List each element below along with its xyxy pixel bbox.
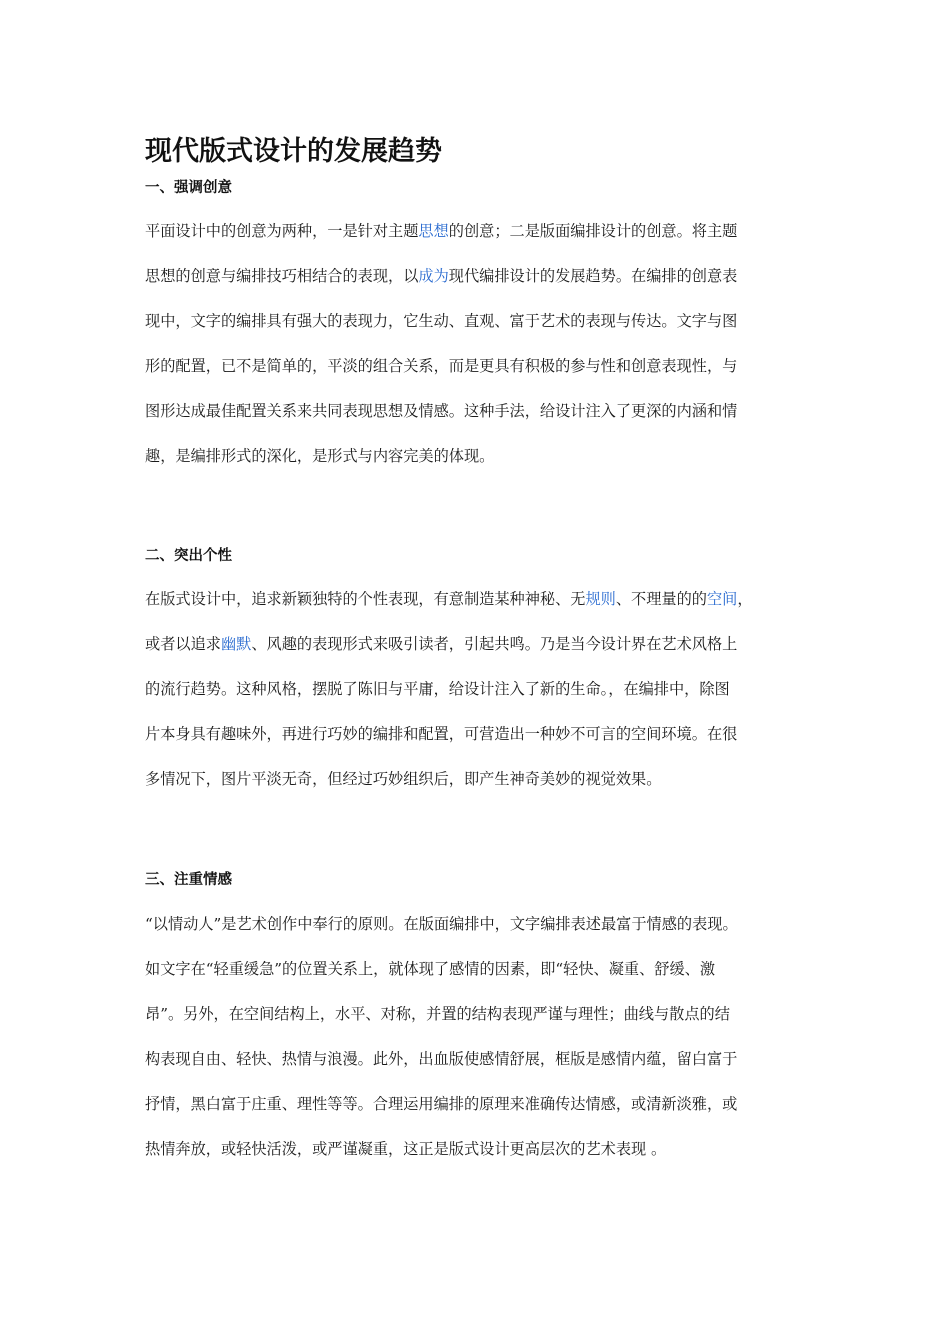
text-line bbox=[145, 633, 753, 678]
text-run: 现代编排设计的发展趋势。在编排的创意表 bbox=[448, 267, 738, 285]
section-heading-individuality: 二、突出个性 bbox=[145, 548, 232, 564]
text-run: 的流行趋势。这种风格，摆脱了陈旧与平庸，给设计注入了新的生命。，在编排中，除图 bbox=[145, 680, 730, 698]
text-run: 在版式设计中，追求新颖独特的个性表现，有意制造某种神秘、无 bbox=[145, 590, 586, 608]
text-line bbox=[145, 768, 753, 813]
inline-link[interactable]: 成为 bbox=[418, 267, 449, 285]
section-heading-emotion: 三、注重情感 bbox=[145, 872, 232, 888]
inline-link[interactable]: 规则 bbox=[585, 590, 616, 608]
text-run: “以情动人”是艺术创作中奉行的原则。在版面编排中，文字编排表述最富于情感的表现。 bbox=[145, 915, 738, 933]
text-run: 思想的创意与编排技巧相结合的表现，以 bbox=[145, 267, 419, 285]
text-run: 的创意；二是版面编排设计的创意。将主题 bbox=[448, 222, 738, 240]
text-run: 抒情，黑白富于庄重、理性等等。合理运用编排的原理来准确传达情感，或清新淡雅，或 bbox=[145, 1095, 738, 1113]
text-line bbox=[145, 678, 753, 723]
section-heading-creativity: 一、强调创意 bbox=[145, 180, 232, 196]
text-run: 形的配置，已不是简单的，平淡的组合关系，而是更具有积极的参与性和创意表现性，与 bbox=[145, 357, 738, 375]
text-line bbox=[145, 913, 738, 958]
text-run: 如文字在“轻重缓急”的位置关系上，就体现了感情的因素，即“轻快、凝重、舒缓、激 bbox=[145, 960, 716, 978]
text-run: 、风趣的表现形式来吸引读者，引起共鸣。乃是当今设计界在艺术风格上 bbox=[251, 635, 738, 653]
inline-link[interactable]: 思想 bbox=[418, 222, 449, 240]
text-run: 片本身具有趣味外，再进行巧妙的编排和配置，可营造出一种妙不可言的空间环境。在很 bbox=[145, 725, 738, 743]
text-line bbox=[145, 1048, 738, 1093]
section-body-emotion bbox=[145, 913, 738, 1183]
text-line bbox=[145, 220, 737, 265]
section-body-individuality bbox=[145, 588, 753, 813]
text-line bbox=[145, 445, 737, 490]
text-run: 热情奔放，或轻快活泼，或严谨凝重，这正是版式设计更高层次的艺术表现 。 bbox=[145, 1140, 667, 1158]
text-run: 或者以追求 bbox=[145, 635, 221, 653]
text-run: 、不理量的的 bbox=[615, 590, 707, 608]
text-line bbox=[145, 723, 753, 768]
text-run: ， bbox=[737, 590, 753, 608]
text-line bbox=[145, 310, 737, 355]
text-line bbox=[145, 588, 753, 633]
inline-link[interactable]: 幽默 bbox=[220, 635, 252, 653]
text-line bbox=[145, 355, 737, 400]
text-run: 现中，文字的编排具有强大的表现力，它生动、直观、富于艺术的表现与传达。文字与图 bbox=[145, 312, 738, 330]
text-line bbox=[145, 958, 738, 1003]
text-run: 趣，是编排形式的深化，是形式与内容完美的体现。 bbox=[145, 447, 495, 465]
text-run: 构表现自由、轻快、热情与浪漫。此外，出血版使感情舒展，框版是感情内蕴，留白富于 bbox=[145, 1050, 738, 1068]
text-run: 图形达成最佳配置关系来共同表现思想及情感。这种手法，给设计注入了更深的内涵和情 bbox=[145, 402, 738, 420]
text-run: 昂”。另外，在空间结构上，水平、对称，并置的结构表现严谨与理性；曲线与散点的结 bbox=[145, 1005, 730, 1023]
text-run: 多情况下，图片平淡无奇，但经过巧妙组织后，即产生神奇美妙的视觉效果。 bbox=[145, 770, 662, 788]
text-line bbox=[145, 400, 737, 445]
text-line bbox=[145, 1003, 738, 1048]
page-title: 现代版式设计的发展趋势 bbox=[145, 136, 442, 167]
text-line bbox=[145, 1138, 738, 1183]
text-run: 平面设计中的创意为两种，一是针对主题 bbox=[145, 222, 419, 240]
text-line bbox=[145, 265, 737, 310]
section-body-creativity bbox=[145, 220, 737, 490]
text-line bbox=[145, 1093, 738, 1138]
inline-link[interactable]: 空间 bbox=[706, 590, 738, 608]
